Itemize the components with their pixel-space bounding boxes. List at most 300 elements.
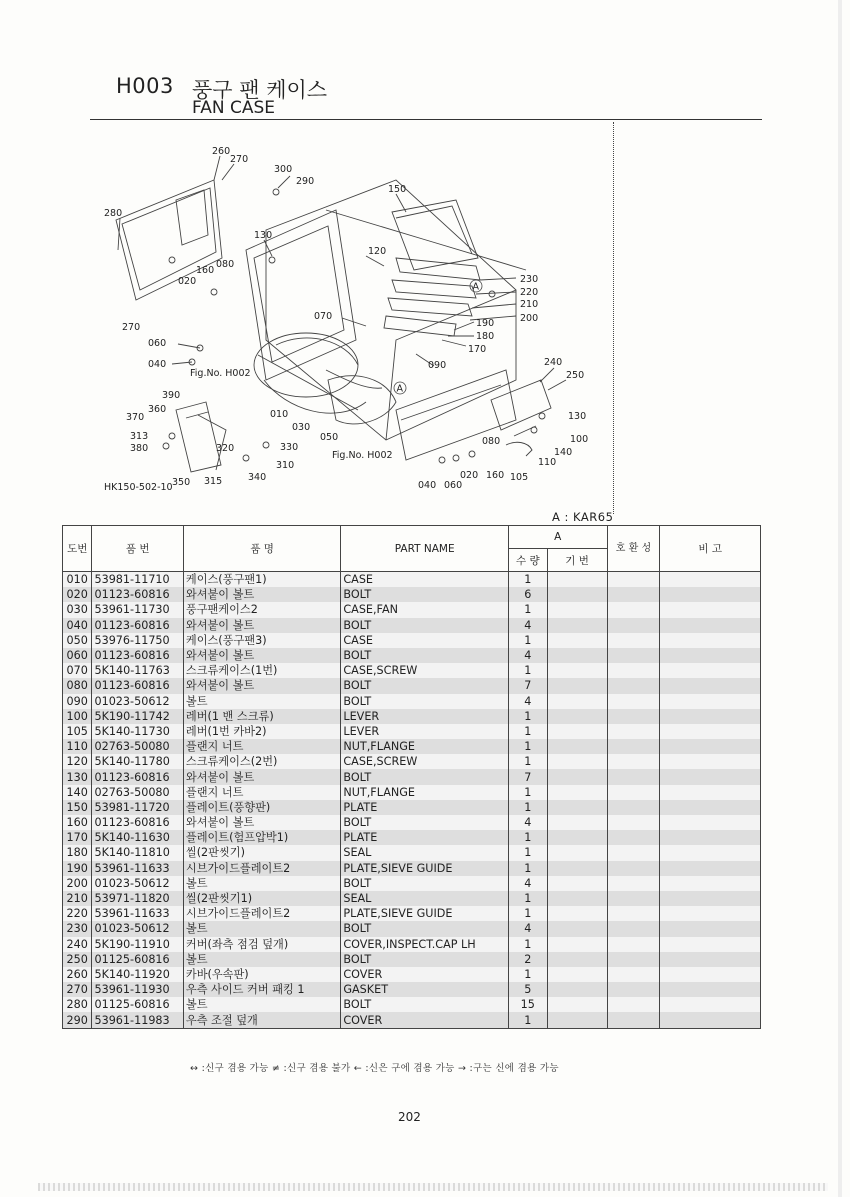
cell-name-en: BOLT — [341, 769, 509, 784]
cell-compat — [607, 785, 660, 800]
table-row — [63, 967, 761, 982]
cell-qty: 1 — [509, 572, 548, 588]
cell-qty: 4 — [509, 876, 548, 891]
scan-edge-right — [838, 0, 842, 1197]
cell-no: 170 — [63, 830, 92, 845]
cell-remarks — [660, 709, 761, 724]
cell-part-no: 01123-60816 — [92, 618, 183, 633]
cell-name-ko: 볼트 — [183, 952, 340, 967]
cell-remarks — [660, 785, 761, 800]
cell-remarks — [660, 891, 761, 906]
cell-name-ko: 볼트 — [183, 997, 340, 1012]
cell-remarks — [660, 618, 761, 633]
cell-compat — [607, 891, 660, 906]
cell-remarks — [660, 906, 761, 921]
callout-number: 070 — [314, 311, 333, 322]
callout-number: 220 — [520, 287, 539, 298]
callout-number: 130 — [254, 230, 273, 241]
cell-no: 010 — [63, 572, 92, 588]
cell-qty: 4 — [509, 648, 548, 663]
cell-part-no: 53971-11820 — [92, 891, 183, 906]
cell-name-en: BOLT — [341, 587, 509, 602]
table-row — [63, 724, 761, 739]
cell-qty: 2 — [509, 952, 548, 967]
callout-number: 290 — [296, 176, 315, 187]
cell-name-en: PLATE,SIEVE GUIDE — [341, 906, 509, 921]
table-row — [63, 785, 761, 800]
table-row — [63, 587, 761, 602]
cell-part-no: 01123-60816 — [92, 587, 183, 602]
callout-number: 340 — [248, 472, 267, 483]
cell-compat — [607, 572, 660, 588]
cell-no: 240 — [63, 937, 92, 952]
cell-compat — [607, 997, 660, 1012]
cell-name-ko: 시브가이드플레이트2 — [183, 906, 340, 921]
callout-number: 270 — [230, 154, 249, 165]
cell-compat — [607, 967, 660, 982]
callout-number: 080 — [482, 436, 501, 447]
cell-spec — [547, 739, 607, 754]
cell-qty: 1 — [509, 602, 548, 617]
callout-number: 140 — [554, 447, 573, 458]
fig-ref-2: Fig.No. H002 — [332, 450, 393, 461]
callout-number: 150 — [388, 184, 407, 195]
cell-remarks — [660, 678, 761, 693]
cell-compat — [607, 982, 660, 997]
cell-name-ko: 플레이트(험프압박1) — [183, 830, 340, 845]
cell-compat — [607, 815, 660, 830]
callout-number: 230 — [520, 274, 539, 285]
col-header-name-en: PART NAME — [341, 526, 509, 572]
table-row — [63, 618, 761, 633]
cell-spec — [547, 845, 607, 860]
table-row — [63, 663, 761, 678]
cell-spec — [547, 754, 607, 769]
cell-qty: 1 — [509, 937, 548, 952]
table-row — [63, 709, 761, 724]
cell-name-en: CASE,FAN — [341, 602, 509, 617]
cell-compat — [607, 648, 660, 663]
cell-spec — [547, 785, 607, 800]
cell-remarks — [660, 587, 761, 602]
table-row — [63, 861, 761, 876]
cell-name-ko: 레버(1 밴 스크류) — [183, 709, 340, 724]
cell-name-en: BOLT — [341, 997, 509, 1012]
fig-ref-1: Fig.No. H002 — [190, 368, 251, 379]
cell-spec — [547, 815, 607, 830]
cell-spec — [547, 709, 607, 724]
scan-edge-bottom — [38, 1183, 828, 1191]
cell-qty: 1 — [509, 861, 548, 876]
cell-remarks — [660, 1012, 761, 1028]
col-header-spec: 기 번 — [547, 549, 607, 572]
cell-name-en: CASE — [341, 633, 509, 648]
table-row — [63, 1012, 761, 1028]
cell-remarks — [660, 694, 761, 709]
cell-no: 180 — [63, 845, 92, 860]
cell-compat — [607, 921, 660, 936]
table-row — [63, 602, 761, 617]
cell-name-ko: 우측 조절 덮개 — [183, 1012, 340, 1028]
drawing-code: HK150-502-10 — [104, 482, 173, 493]
cell-part-no: 01125-60816 — [92, 997, 183, 1012]
cell-spec — [547, 997, 607, 1012]
cell-remarks — [660, 876, 761, 891]
cell-name-ko: 풍구팬케이스2 — [183, 602, 340, 617]
cell-name-ko: 케이스(풍구팬1) — [183, 572, 340, 588]
callout-number: 060 — [148, 338, 167, 349]
cell-spec — [547, 648, 607, 663]
cell-no: 230 — [63, 921, 92, 936]
cell-name-en: COVER,INSPECT.CAP LH — [341, 937, 509, 952]
cell-compat — [607, 1012, 660, 1028]
cell-spec — [547, 1012, 607, 1028]
col-header-no: 도번 — [63, 526, 92, 572]
cell-no: 190 — [63, 861, 92, 876]
cell-spec — [547, 967, 607, 982]
table-row — [63, 906, 761, 921]
cell-no: 140 — [63, 785, 92, 800]
cell-name-ko: 카바(우속판) — [183, 967, 340, 982]
cell-spec — [547, 982, 607, 997]
parts-table — [62, 525, 761, 1029]
cell-part-no: 01123-60816 — [92, 815, 183, 830]
cell-compat — [607, 952, 660, 967]
callout-number: 130 — [568, 411, 587, 422]
cell-spec — [547, 769, 607, 784]
cell-name-ko: 플레이트(풍향판) — [183, 800, 340, 815]
table-row — [63, 997, 761, 1012]
callout-number: 210 — [520, 299, 539, 310]
cell-qty: 1 — [509, 800, 548, 815]
callout-number: 105 — [510, 472, 529, 483]
cell-remarks — [660, 830, 761, 845]
cell-qty: 4 — [509, 618, 548, 633]
cell-remarks — [660, 739, 761, 754]
cell-part-no: 5K140-11920 — [92, 967, 183, 982]
cell-part-no: 5K140-11730 — [92, 724, 183, 739]
cell-spec — [547, 633, 607, 648]
cell-spec — [547, 921, 607, 936]
cell-qty: 5 — [509, 982, 548, 997]
cell-qty: 1 — [509, 830, 548, 845]
cell-remarks — [660, 769, 761, 784]
cell-part-no: 01023-50612 — [92, 876, 183, 891]
cell-name-ko: 볼트 — [183, 876, 340, 891]
callout-number: 315 — [204, 476, 223, 487]
cell-part-no: 5K190-11742 — [92, 709, 183, 724]
callout-number: 020 — [460, 470, 479, 481]
section-code: H003 — [116, 74, 174, 98]
callout-number: 120 — [368, 246, 387, 257]
callout-number: 320 — [216, 443, 235, 454]
cell-qty: 1 — [509, 845, 548, 860]
callout-number: 020 — [178, 276, 197, 287]
cell-qty: 15 — [509, 997, 548, 1012]
cell-compat — [607, 861, 660, 876]
cell-qty: 1 — [509, 724, 548, 739]
table-row — [63, 633, 761, 648]
cell-no: 050 — [63, 633, 92, 648]
cell-name-ko: 커버(좌측 점검 덮개) — [183, 937, 340, 952]
cell-compat — [607, 937, 660, 952]
cell-name-ko: 케이스(풍구팬3) — [183, 633, 340, 648]
cell-no: 250 — [63, 952, 92, 967]
cell-qty: 4 — [509, 815, 548, 830]
cell-name-ko: 와셔붙이 볼트 — [183, 618, 340, 633]
cell-name-ko: 우측 사이드 커버 패킹 1 — [183, 982, 340, 997]
cell-name-ko: 플랜지 너트 — [183, 739, 340, 754]
table-row — [63, 921, 761, 936]
cell-spec — [547, 678, 607, 693]
parts-table-body — [63, 572, 761, 1029]
cell-qty: 1 — [509, 663, 548, 678]
cell-remarks — [660, 663, 761, 678]
cell-no: 080 — [63, 678, 92, 693]
cell-compat — [607, 678, 660, 693]
marker-a-2: A — [396, 383, 403, 395]
page-number: 202 — [398, 1110, 421, 1124]
cell-part-no: 02763-50080 — [92, 739, 183, 754]
cell-qty: 1 — [509, 785, 548, 800]
callout-number: 330 — [280, 442, 299, 453]
exploded-diagram — [96, 140, 606, 500]
col-header-qty: 수 량 — [509, 549, 548, 572]
cell-no: 210 — [63, 891, 92, 906]
compatibility-legend: ↔ :신구 겸용 가능 ≠ :신구 겸용 불가 ← :신은 구에 겸용 가능 → :구는 신에 겸용 가능 — [190, 1063, 559, 1074]
callout-number: 030 — [292, 422, 311, 433]
cell-no: 280 — [63, 997, 92, 1012]
section-title-en: FAN CASE — [192, 98, 275, 118]
cell-remarks — [660, 815, 761, 830]
section-title-ko: 풍구 팬 케이스 — [192, 78, 328, 102]
cell-no: 260 — [63, 967, 92, 982]
table-row — [63, 830, 761, 845]
cell-no: 130 — [63, 769, 92, 784]
cell-qty: 1 — [509, 754, 548, 769]
col-header-compat: 호 환 성 — [607, 526, 660, 572]
callout-number: 040 — [418, 480, 437, 491]
cell-spec — [547, 572, 607, 588]
cell-no: 110 — [63, 739, 92, 754]
callout-number: 350 — [172, 477, 191, 488]
cell-spec — [547, 800, 607, 815]
cell-name-ko: 와셔붙이 볼트 — [183, 815, 340, 830]
cell-part-no: 5K140-11780 — [92, 754, 183, 769]
cell-spec — [547, 602, 607, 617]
cell-name-en: BOLT — [341, 618, 509, 633]
cell-remarks — [660, 952, 761, 967]
cell-compat — [607, 830, 660, 845]
cell-name-en: NUT,FLANGE — [341, 739, 509, 754]
callout-number: 010 — [270, 409, 289, 420]
cell-name-ko: 볼트 — [183, 921, 340, 936]
cell-name-en: BOLT — [341, 648, 509, 663]
cell-no: 160 — [63, 815, 92, 830]
cell-spec — [547, 937, 607, 952]
cell-name-ko: 시브가이드플레이트2 — [183, 861, 340, 876]
cell-remarks — [660, 937, 761, 952]
callout-number: 280 — [104, 208, 123, 219]
cell-name-en: BOLT — [341, 815, 509, 830]
cell-name-en: PLATE — [341, 830, 509, 845]
cell-name-en: LEVER — [341, 709, 509, 724]
cell-name-en: GASKET — [341, 982, 509, 997]
cell-qty: 1 — [509, 633, 548, 648]
cell-no: 020 — [63, 587, 92, 602]
callout-number: 190 — [476, 318, 495, 329]
cell-qty: 1 — [509, 709, 548, 724]
cell-name-ko: 씰(2판씻기1) — [183, 891, 340, 906]
cell-name-ko: 와셔붙이 볼트 — [183, 587, 340, 602]
cell-compat — [607, 618, 660, 633]
callout-number: 260 — [212, 146, 231, 157]
table-row — [63, 754, 761, 769]
callout-number: 250 — [566, 370, 585, 381]
cell-part-no: 5K140-11810 — [92, 845, 183, 860]
cell-name-en: SEAL — [341, 845, 509, 860]
table-row — [63, 982, 761, 997]
cell-remarks — [660, 982, 761, 997]
cell-compat — [607, 633, 660, 648]
diagram-callouts — [104, 146, 588, 491]
table-row — [63, 800, 761, 815]
cell-compat — [607, 602, 660, 617]
cell-remarks — [660, 997, 761, 1012]
cell-no: 120 — [63, 754, 92, 769]
cell-qty: 1 — [509, 906, 548, 921]
cell-no: 100 — [63, 709, 92, 724]
cell-name-en: CASE,SCREW — [341, 663, 509, 678]
cell-name-ko: 와셔붙이 볼트 — [183, 648, 340, 663]
cell-name-en: BOLT — [341, 694, 509, 709]
cell-spec — [547, 587, 607, 602]
callout-number: 360 — [148, 404, 167, 415]
cell-part-no: 53981-11720 — [92, 800, 183, 815]
cell-qty: 4 — [509, 921, 548, 936]
cell-qty: 1 — [509, 891, 548, 906]
callout-number: 200 — [520, 313, 539, 324]
cell-compat — [607, 709, 660, 724]
callout-number: 110 — [538, 457, 557, 468]
cell-part-no: 01123-60816 — [92, 678, 183, 693]
cell-name-en: BOLT — [341, 678, 509, 693]
callout-number: 160 — [486, 470, 505, 481]
cell-no: 200 — [63, 876, 92, 891]
cell-name-ko: 스크류케이스(1번) — [183, 663, 340, 678]
cell-spec — [547, 618, 607, 633]
cell-spec — [547, 891, 607, 906]
table-row — [63, 891, 761, 906]
cell-qty: 7 — [509, 678, 548, 693]
cell-part-no: 53961-11983 — [92, 1012, 183, 1028]
col-header-part-no: 품 번 — [92, 526, 183, 572]
cell-remarks — [660, 724, 761, 739]
callout-number: 310 — [276, 460, 295, 471]
cell-part-no: 01023-50612 — [92, 921, 183, 936]
cell-compat — [607, 694, 660, 709]
cell-part-no: 01123-60816 — [92, 648, 183, 663]
cell-compat — [607, 906, 660, 921]
cell-qty: 7 — [509, 769, 548, 784]
callout-number: 060 — [444, 480, 463, 491]
cell-compat — [607, 739, 660, 754]
cell-qty: 1 — [509, 739, 548, 754]
cell-name-ko: 와셔붙이 볼트 — [183, 678, 340, 693]
cell-name-ko: 볼트 — [183, 694, 340, 709]
cell-part-no: 53961-11930 — [92, 982, 183, 997]
cell-name-en: PLATE — [341, 800, 509, 815]
cell-part-no: 01023-50612 — [92, 694, 183, 709]
cell-compat — [607, 845, 660, 860]
header-rule — [90, 119, 762, 120]
cell-no: 060 — [63, 648, 92, 663]
cell-name-en: PLATE,SIEVE GUIDE — [341, 861, 509, 876]
marker-a-1: A — [472, 281, 479, 293]
col-header-group-a: A — [509, 526, 608, 549]
cell-name-en: NUT,FLANGE — [341, 785, 509, 800]
callout-number: 270 — [122, 322, 141, 333]
callout-number: 380 — [130, 443, 149, 454]
table-row — [63, 937, 761, 952]
cell-spec — [547, 861, 607, 876]
cell-name-en: CASE,SCREW — [341, 754, 509, 769]
callout-number: 390 — [162, 390, 181, 401]
table-row — [63, 952, 761, 967]
cell-part-no: 53961-11633 — [92, 906, 183, 921]
cell-no: 220 — [63, 906, 92, 921]
cell-name-en: BOLT — [341, 952, 509, 967]
cell-spec — [547, 906, 607, 921]
cell-remarks — [660, 648, 761, 663]
cell-part-no: 53976-11750 — [92, 633, 183, 648]
col-header-remarks: 비 고 — [660, 526, 761, 572]
cell-name-en: SEAL — [341, 891, 509, 906]
cell-remarks — [660, 921, 761, 936]
callout-number: 240 — [544, 357, 563, 368]
cell-spec — [547, 694, 607, 709]
cell-name-ko: 와셔붙이 볼트 — [183, 769, 340, 784]
model-label: A : KAR65 — [552, 510, 614, 524]
cell-remarks — [660, 800, 761, 815]
cell-remarks — [660, 602, 761, 617]
cell-spec — [547, 724, 607, 739]
cell-part-no: 53961-11730 — [92, 602, 183, 617]
cell-compat — [607, 800, 660, 815]
cell-remarks — [660, 633, 761, 648]
callout-number: 160 — [196, 265, 215, 276]
cell-part-no: 5K140-11630 — [92, 830, 183, 845]
cell-remarks — [660, 572, 761, 588]
callout-number: 370 — [126, 412, 145, 423]
cell-no: 040 — [63, 618, 92, 633]
cell-no: 105 — [63, 724, 92, 739]
cell-compat — [607, 754, 660, 769]
cell-name-en: CASE — [341, 572, 509, 588]
cell-spec — [547, 876, 607, 891]
cell-compat — [607, 663, 660, 678]
cell-spec — [547, 830, 607, 845]
cell-name-en: LEVER — [341, 724, 509, 739]
table-row — [63, 678, 761, 693]
cell-remarks — [660, 754, 761, 769]
cell-spec — [547, 663, 607, 678]
cell-part-no: 01125-60816 — [92, 952, 183, 967]
cell-part-no: 53981-11710 — [92, 572, 183, 588]
cell-name-ko: 레버(1번 카바2) — [183, 724, 340, 739]
callout-number: 180 — [476, 331, 495, 342]
cell-name-ko: 스크류케이스(2번) — [183, 754, 340, 769]
